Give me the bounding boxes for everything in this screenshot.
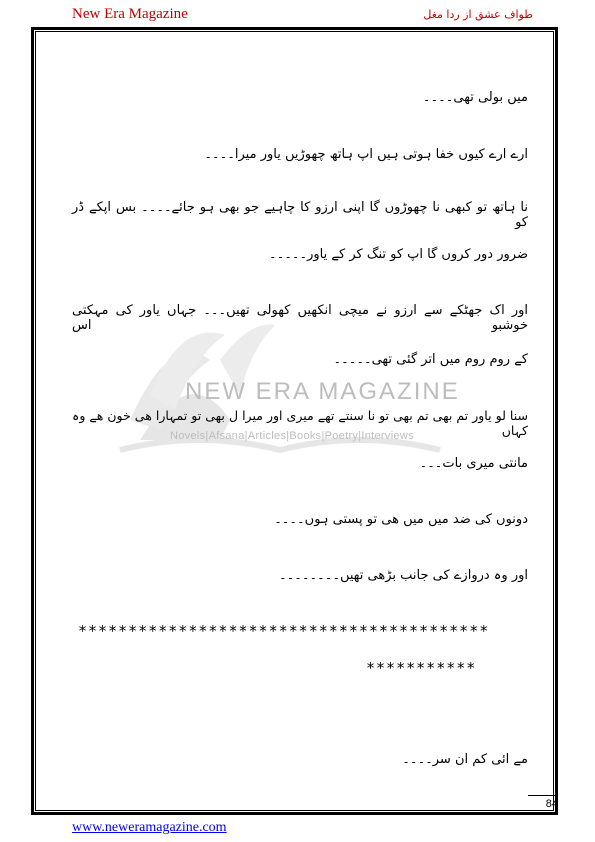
page-number-rule: [528, 795, 558, 796]
novel-title: طواف عشق از ردا مغل: [423, 8, 533, 21]
footer-link[interactable]: www.neweramagazine.com: [72, 820, 227, 835]
paragraph: دونوں کی ضد میں میں ھی تو پستی ہوں۔۔۔۔: [274, 512, 528, 527]
paragraph: میں بولی تھی۔۔۔۔: [422, 90, 528, 105]
paragraph: اور وہ دروازے کی جانب بڑھی تھیں۔۔۔۔۔۔۔۔: [279, 568, 528, 583]
page-number: 84: [545, 798, 558, 810]
watermark-subtitle: Novels|Afsana|Articles|Books|Poetry|Interviews: [170, 430, 414, 442]
paragraph: کے روم روم میں اتر گئی تھی۔۔۔۔۔: [333, 352, 528, 367]
paragraph: مانتی میری بات۔۔۔: [419, 456, 528, 471]
paragraph: نا ہاتھ تو کبھی نا چھوڑوں گا اپنی ارزو کا چاہیے جو بھی ہو جائے۔۔۔۔ بس اپکے ڈر کو: [72, 200, 528, 230]
separator-stars-short: ***********: [366, 659, 477, 677]
paragraph: ارے ارے کیوں خفا ہوتی ہیں اپ ہاتھ چھوڑیں یاور میرا۔۔۔۔: [204, 147, 528, 162]
paragraph: سنا لو یاور تم بھی تم بھی تو نا سنتے تھے میری اور میرا ل بھی تو تمہارا ھی خون ھے وہ کہاں: [72, 408, 528, 438]
paragraph: اور اک جھٹکے سے ارزو نے میچی انکھیں کھولی تھیں۔۔۔ جہاں یاور کی مہکتی خوشبو اس: [72, 303, 528, 333]
watermark-title: NEW ERA MAGAZINE: [185, 378, 460, 405]
paragraph: مے ائی کم ان سر۔۔۔۔: [402, 752, 528, 767]
separator-stars: *****************************************: [78, 622, 490, 640]
paragraph: ضرور دور کروں گا اپ کو تنگ کر کے یاور۔۔۔۔۔: [269, 247, 528, 262]
magazine-name: New Era Magazine: [72, 6, 188, 22]
